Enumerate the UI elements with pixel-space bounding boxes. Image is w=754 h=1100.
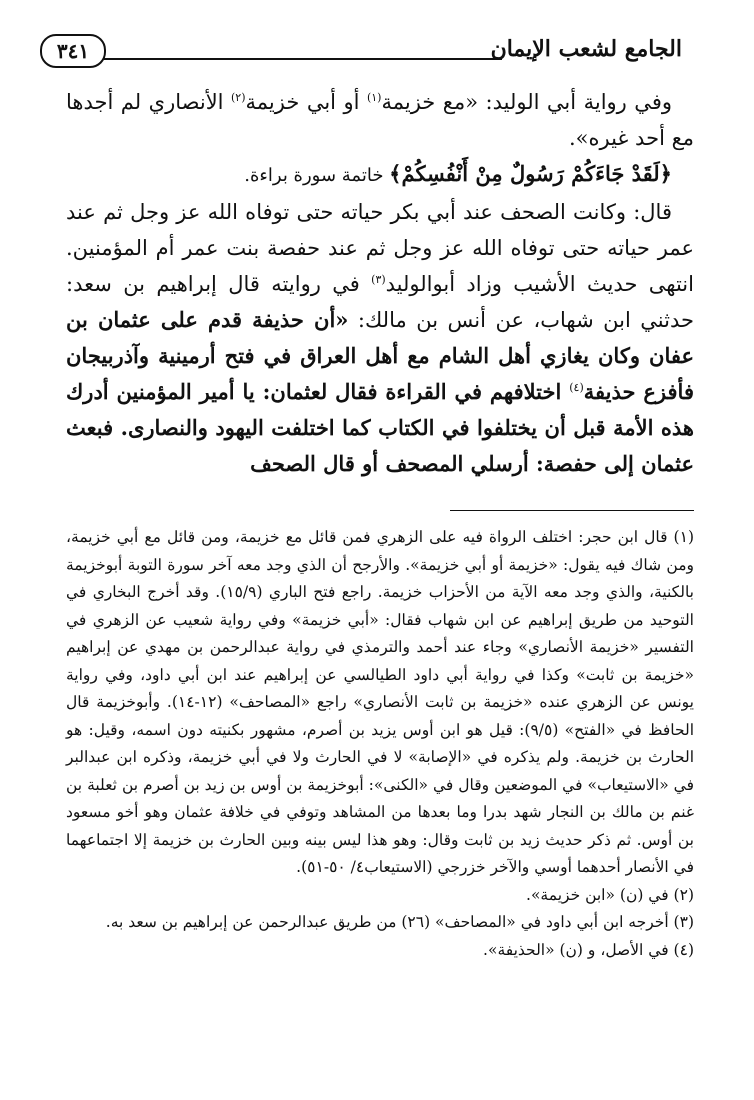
- footnote-separator: [450, 510, 694, 511]
- footnotes: [66, 524, 694, 964]
- main-text: [66, 84, 694, 482]
- footnote-1: (١) قال ابن حجر: اختلف الرواة فيه على الزهري فمن قائل مع خزيمة، ومن قائل مع أبي خزيمة، ومن شاك فيه يقول: «خزيمة أو أبي خزيمة». والأرجح أن الذي وجد معه آخر سورة التوبة أبوخزيمة بالكنية، والذي وجد معه الآية من الأحزاب خزيمة. راجع فتح الباري (١٥/٩). وقد أخرج البخاري في التوحيد من طريق إبراهيم عن ابن شهاب فقال: «أبي خزيمة» وفي رواية شعيب عن الزهري في التفسير «خزيمة الأنصاري» وجاء عند أحمد والترمذي في رواية عبدالرحمن بن مهدي عن إبراهيم «خزيمة بن ثابت» وكذا في رواية أبي داود الطيالسي عن إبراهيم عند ابن أبي داود، وفي رواية يونس عن الزهري عنده «خزيمة بن ثابت الأنصاري» راجع «المصاحف» (١٢-١٤). وأبوخزيمة قال الحافظ في «الفتح» (٩/٥): قيل هو ابن أوس يزيد بن أصرم، مشهور بكنيته دون اسمه، وقيل: هو الحارث بن خزيمة. ولم يذكره في «الإصابة» لا في الحارث ولا في أبي خزيمة، وذكره ابن عبدالبر في «الاستيعاب» في الموضعين وقال في «الكنى»: أبوخزيمة بن أوس بن زيد بن أصرم بن ثعلبة بن غنم بن مالك بن النجار شهد بدرا وما بعدها من المشاهد وتوفي في خلافة عثمان وهو أخو مسعود بن أوس. ثم ذكر حديث زيد بن ثابت وقال: وهو هذا ليس بينه وبين الحارث بن خزيمة إلا اجتماعهما في الأنصار أحدهما أوسي والآخر خزرجي (الاستيعاب٤/ ٥٠-٥١).: [66, 528, 695, 876]
- footnote-2: (٢) في (ن) «ابن خزيمة».: [526, 885, 694, 904]
- footnote-3: (٣) أخرجه ابن أبي داود في «المصاحف» (٢٦) من طريق عبدالرحمن عن إبراهيم بن سعد به.: [105, 913, 694, 931]
- book-title: الجامع لشعب الإيمان: [490, 36, 682, 62]
- header-rule: [104, 58, 502, 60]
- footnote-ref-3: (٣): [371, 273, 386, 286]
- hadith-text-continued: اختلافهم في القراءة فقال لعثمان: يا أمير المؤمنين أدرك هذه الأمة قبل أن يختلفوا في الكتاب كما اختلفت اليهود والنصارى. فبعث عثمان إلى حفصة: أرسلي المصحف أو قال الصحف: [66, 379, 694, 476]
- hadith-text: «أن حذيفة قدم على عثمان بن عفان وكان يغازي أهل الشام مع أهل العراق في فتح أرمينية وآذربيجان فأفزع حذيفة: [66, 307, 694, 404]
- footnote-ref-4: (٤): [569, 381, 584, 394]
- page-number: ٣٤١: [40, 34, 106, 68]
- quran-verse: ﴿لَقَدْ جَاءَكُمْ رَسُولٌ مِنْ أَنْفُسِكُمْ﴾: [389, 161, 672, 186]
- footnote-ref-1: (١): [366, 91, 382, 104]
- footnote-ref-2: (٢): [231, 91, 246, 104]
- paragraph-suhuf: قال: وكانت الصحف عند أبي بكر حياته حتى توفاه الله عز وجل ثم عند عمر حياته حتى توفاه الله عز وجل ثم عند حفصة بنت عمر أم المؤمنين. انتهى حديث الأشيب وزاد أبوالوليد$^{(٣)}$ في روايته قال إبراهيم بن سعد: حدثني ابن شهاب، عن أنس بن مالك: «أن حذيفة قدم على عثمان بن عفان وكان يغازي أهل الشام مع أهل العراق في فتح أرمينية وآذربيجان فأفزع حذيفة$^{(٤)}$ اختلافهم في القراءة فقال لعثمان: يا أمير المؤمنين أدرك هذه الأمة قبل أن يختلفوا في الكتاب كما اختلفت اليهود والنصارى. فبعث عثمان إلى حفصة: أرسلي المصحف أو قال الصحف: [66, 200, 694, 476]
- footnote-4: (٤) في الأصل، و (ن) «الحذيفة».: [483, 940, 694, 959]
- paragraph-abu-al-walid: وفي رواية أبي الوليد: «مع خزيمة$^{(١)}$ أو أبي خزيمة$^{(٢)}$ الأنصاري لم أجدها مع أحد غيره».: [66, 90, 694, 150]
- running-header: [40, 30, 682, 74]
- paragraph-quran-verse: [66, 156, 694, 194]
- surah-note: خاتمة سورة براءة.: [244, 165, 390, 186]
